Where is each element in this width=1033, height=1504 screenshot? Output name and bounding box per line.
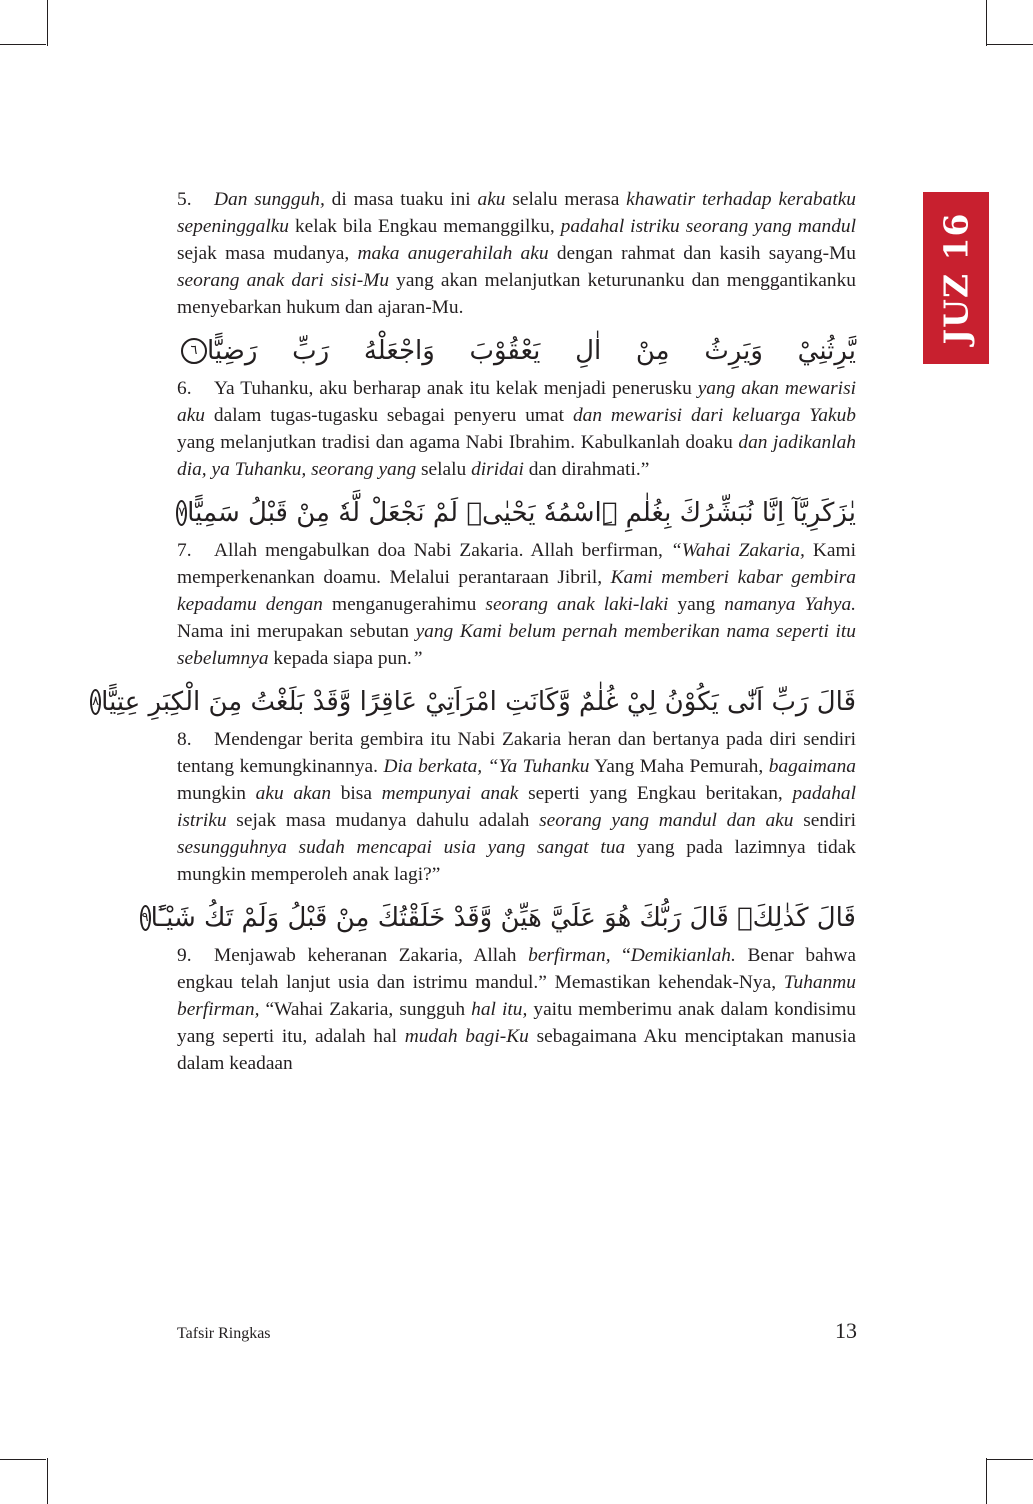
italic-text: padahal istriku seorang yang mandul bbox=[560, 216, 856, 237]
italic-text: diridai bbox=[471, 459, 524, 480]
body-text: Mendengar berita gembira itu Nabi Zakaria heran dan bertanya pada diri sendiri tentang kemungkinannya. bbox=[177, 729, 856, 777]
paragraph-number: 6. bbox=[177, 378, 192, 399]
italic-text: seorang anak laki-laki bbox=[485, 594, 669, 615]
body-text: mungkin bbox=[177, 783, 256, 804]
ayah-number-marker: ٧ bbox=[176, 500, 187, 526]
body-text: selalu merasa bbox=[505, 189, 627, 210]
italic-text: padahal istriku bbox=[177, 783, 856, 831]
tafsir-paragraph bbox=[177, 375, 856, 483]
body-text: “ bbox=[610, 945, 631, 966]
body-text: yaitu memberimu anak dalam kondisimu yang seperti itu, adalah hal bbox=[177, 999, 856, 1047]
body-text: Nama ini merupakan sebutan bbox=[177, 621, 416, 642]
italic-text: Kami memberi kabar gembira kepadamu dengan bbox=[177, 567, 856, 615]
body-text: yang bbox=[668, 594, 725, 615]
main-content bbox=[92, 186, 857, 1077]
italic-text: mudah bagi-Ku bbox=[404, 1026, 529, 1047]
crop-mark bbox=[47, 0, 48, 46]
body-text: yang pada lazimnya tidak mungkin memperoleh anak lagi?” bbox=[177, 837, 856, 885]
body-text: di masa tuaku ini bbox=[324, 189, 478, 210]
body-text: Allah mengabulkan doa Nabi Zakaria. Allah berfirman, bbox=[214, 540, 671, 561]
paragraph-number: 9. bbox=[177, 945, 192, 966]
ayah-verse bbox=[177, 493, 856, 533]
body-text: sebagaimana Aku menciptakan manusia dalam keadaan bbox=[177, 1026, 856, 1074]
crop-mark bbox=[986, 0, 987, 46]
italic-text: aku akan bbox=[255, 783, 332, 804]
italic-text: seorang anak dari sisi-Mu bbox=[177, 270, 390, 291]
italic-text: khawatir terhadap kerabatku sepeninggalku bbox=[177, 189, 857, 237]
italic-text: yang Kami belum pernah memberikan nama seperti itu sebelumnya bbox=[177, 621, 856, 669]
body-text: dengan rahmat dan kasih sayang-Mu bbox=[548, 243, 857, 264]
tafsir-paragraph bbox=[177, 942, 856, 1077]
ayah-verse bbox=[177, 331, 856, 371]
page-number: 13 bbox=[835, 1318, 857, 1343]
ayah-text: يٰزَكَرِيَّآ اِنَّا نُبَشِّرُكَ بِغُلٰمِ ِۨاسْمُهٗ يَحْيٰىۙ لَمْ نَجْعَلْ لَّهٗ مِنْ قَبْلُ سَمِيًّا bbox=[187, 498, 856, 528]
footer-book-title: Tafsir Ringkas bbox=[177, 1325, 271, 1342]
juz-tab-label: JUZ 16 bbox=[936, 212, 976, 344]
crop-mark bbox=[0, 44, 46, 45]
body-text: sejak masa mudanya dahulu adalah bbox=[226, 810, 540, 831]
body-text: Menjawab keheranan Zakaria, Allah bbox=[214, 945, 529, 966]
paragraph-number: 8. bbox=[177, 729, 192, 750]
juz-tab bbox=[923, 192, 989, 364]
body-text: selalu bbox=[416, 459, 472, 480]
body-text: seperti yang Engkau beritakan, bbox=[518, 783, 793, 804]
italic-text: namanya Yahya. bbox=[724, 594, 857, 615]
body-text: kepada siapa pun. bbox=[268, 648, 412, 669]
tafsir-paragraph bbox=[177, 537, 856, 672]
ayah-text: قَالَ كَذٰلِكَۗ قَالَ رَبُّكَ هُوَ عَلَيَّ هَيِّنٌ وَّقَدْ خَلَقْتُكَ مِنْ قَبْلُ وَلَمْ تَكُ شَيْـًٔا bbox=[150, 903, 856, 933]
italic-text: dan mewarisi dari keluarga Yakub bbox=[572, 405, 857, 426]
italic-text: “Wahai Zakaria, bbox=[670, 540, 805, 561]
ayah-text: قَالَ رَبِّ اَنّٰى يَكُوْنُ لِيْ غُلٰمٌ وَّكَانَتِ امْرَاَتِيْ عَاقِرًا وَّقَدْ بَلَغْتُ مِنَ الْكِبَرِ عِتِيًّا bbox=[101, 687, 856, 717]
body-text: Ya Tuhanku, aku berharap anak itu kelak menjadi penerusku bbox=[214, 378, 698, 399]
italic-text: Tuhanmu berfirman, bbox=[177, 972, 856, 1020]
body-text: kelak bila Engkau memanggilku, bbox=[289, 216, 561, 237]
italic-text: Demikianlah. bbox=[630, 945, 736, 966]
italic-text: mempunyai anak bbox=[381, 783, 519, 804]
body-text: “Wahai Zakaria, sungguh bbox=[259, 999, 472, 1020]
crop-mark bbox=[0, 1459, 46, 1460]
tafsir-paragraph bbox=[177, 186, 856, 321]
body-text: bisa bbox=[331, 783, 382, 804]
ayah-verse bbox=[92, 682, 856, 722]
body-text: Yang Maha Pemurah, bbox=[589, 756, 769, 777]
crop-mark bbox=[987, 44, 1033, 45]
italic-text: Dia berkata, “Ya Tuhanku bbox=[383, 756, 590, 777]
body-text: dalam tugas-tugasku sebagai penyeru umat bbox=[205, 405, 573, 426]
italic-text: maka anugerahilah aku bbox=[357, 243, 549, 264]
italic-text: seorang yang mandul dan aku bbox=[539, 810, 794, 831]
crop-mark bbox=[47, 1458, 48, 1504]
body-text: dan dirahmati.” bbox=[523, 459, 650, 480]
body-text: yang akan melanjutkan keturunanku dan menggantikanku menyebarkan hukum dan ajaran-Mu. bbox=[177, 270, 856, 318]
body-text: menganugerahimu bbox=[322, 594, 486, 615]
italic-text: sesungguhnya sudah mencapai usia yang sangat tua bbox=[177, 837, 626, 858]
italic-text: yang akan mewarisi aku bbox=[177, 378, 857, 426]
body-text: yang melanjutkan tradisi dan agama Nabi Ibrahim. Kabulkanlah doaku bbox=[177, 432, 739, 453]
crop-mark bbox=[987, 1459, 1033, 1460]
ayah-verse bbox=[141, 898, 856, 938]
body-text: sendiri bbox=[793, 810, 856, 831]
tafsir-paragraph bbox=[177, 726, 856, 888]
crop-mark bbox=[986, 1458, 987, 1504]
ayah-text: يَّرِثُنِيْ وَيَرِثُ مِنْ اٰلِ يَعْقُوْبَ وَاجْعَلْهُ رَبِّ رَضِيًّا bbox=[207, 336, 856, 366]
italic-text: aku bbox=[477, 189, 506, 210]
paragraph-number: 7. bbox=[177, 540, 192, 561]
body-text: Kami memperkenankan doamu. Melalui perantaraan Jibril, bbox=[177, 540, 856, 588]
ayah-number-marker: ٩ bbox=[140, 905, 151, 931]
italic-text: dan jadikanlah dia, ya Tuhanku, seorang yang bbox=[177, 432, 856, 480]
body-text: sejak masa mudanya, bbox=[177, 243, 358, 264]
ayah-number-marker: ٦ bbox=[181, 338, 207, 364]
italic-text: Dan sungguh, bbox=[214, 189, 325, 210]
italic-text: ” bbox=[411, 648, 423, 669]
italic-text: berfirman, bbox=[528, 945, 611, 966]
ayah-number-marker: ٨ bbox=[90, 689, 101, 715]
body-text: Benar bahwa engkau telah lanjut usia dan istrimu mandul.” Memastikan kehendak-Nya, bbox=[177, 945, 856, 993]
italic-text: bagaimana bbox=[768, 756, 856, 777]
italic-text: hal itu, bbox=[471, 999, 528, 1020]
paragraph-number: 5. bbox=[177, 189, 192, 210]
